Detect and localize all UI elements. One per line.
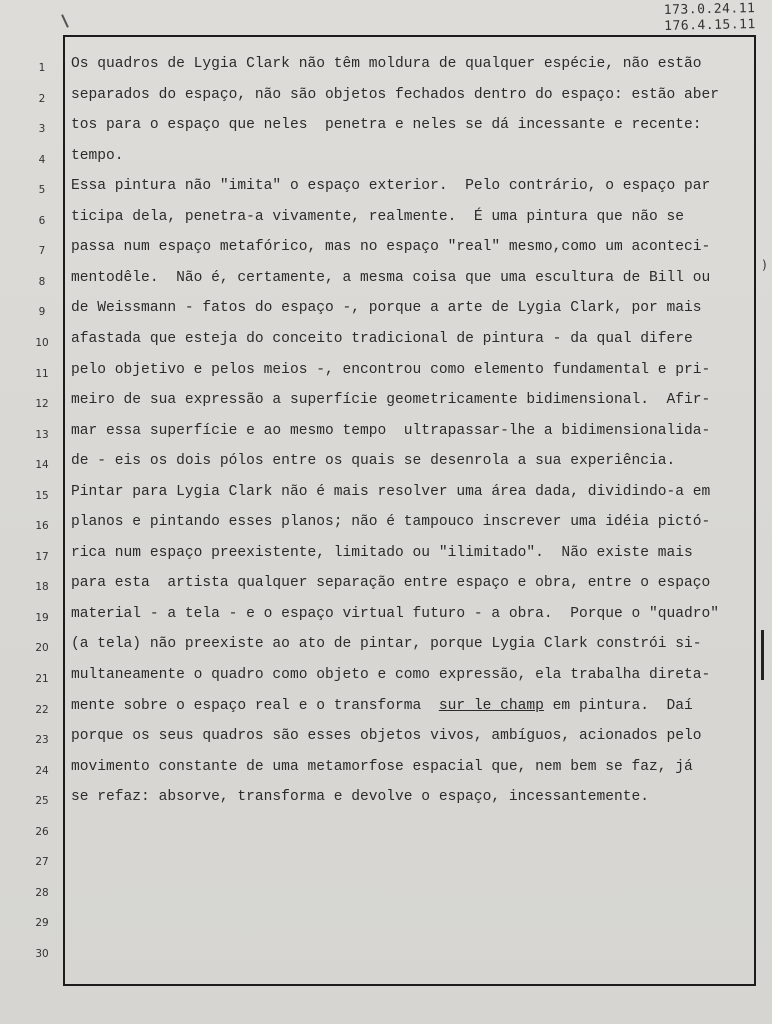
text-segment: mente sobre o espaço real e o transforma bbox=[71, 697, 439, 714]
text-line: planos e pintando esses planos; não é tampouco inscrever uma idéia pictó- bbox=[71, 514, 711, 531]
line-number: 2 bbox=[38, 92, 46, 105]
line-number: 13 bbox=[35, 428, 49, 441]
line-number: 11 bbox=[35, 367, 49, 380]
archive-reference-codes bbox=[664, 1, 756, 35]
line-number: 14 bbox=[35, 459, 49, 472]
text-line: meiro de sua expressão a superfície geometricamente bidimensional. Afir- bbox=[71, 392, 711, 409]
line-number: 15 bbox=[35, 489, 49, 502]
margin-paren-mark: ) bbox=[762, 258, 767, 272]
line-number: 20 bbox=[35, 642, 49, 655]
line-number: 28 bbox=[35, 886, 49, 899]
line-number: 3 bbox=[38, 123, 46, 136]
line-number: 9 bbox=[38, 306, 46, 319]
line-number: 6 bbox=[38, 214, 46, 227]
line-number: 24 bbox=[35, 764, 49, 777]
line-number: 8 bbox=[38, 275, 46, 288]
text-segment: em pintura. Daí bbox=[543, 697, 693, 714]
text-line: ticipa dela, penetra-a vivamente, realmente. É uma pintura que não se bbox=[71, 208, 685, 225]
text-line: multaneamente o quadro como objeto e como expressão, ela trabalha direta- bbox=[71, 667, 711, 683]
line-number: 16 bbox=[35, 520, 49, 533]
text-line: afastada que esteja do conceito tradicional de pintura - da qual difere bbox=[71, 330, 693, 347]
text-line: de - eis os dois pólos entre os quais se desenrola a sua experiência. bbox=[71, 453, 676, 470]
text-line: mentodêle. Não é, certamente, a mesma coisa que uma escultura de Bill ou bbox=[71, 269, 711, 286]
text-line: se refaz: absorve, transforma e devolve o espaço, incessantemente. bbox=[71, 789, 650, 806]
text-line: mar essa superfície e ao mesmo tempo ultrapassar-lhe a bidimensionalida- bbox=[71, 422, 711, 439]
text-line: para esta artista qualquer separação entre espaço e obra, entre o espaço bbox=[71, 575, 711, 592]
line-number: 17 bbox=[35, 550, 49, 563]
text-line: Essa pintura não "imita" o espaço exterior. Pelo contrário, o espaço par bbox=[71, 178, 711, 195]
line-number: 23 bbox=[35, 734, 49, 747]
line-number: 19 bbox=[35, 611, 49, 624]
text-line: Os quadros de Lygia Clark não têm moldura de qualquer espécie, não estão bbox=[71, 56, 702, 72]
text-line: pelo objetivo e pelos meios -, encontrou como elemento fundamental e pri- bbox=[71, 361, 711, 378]
text-line: passa num espaço metafórico, mas no espaço "real" mesmo,como um aconteci- bbox=[71, 239, 711, 256]
text-line: Pintar para Lygia Clark não é mais resolver uma área dada, dividindo-a em bbox=[71, 483, 711, 500]
line-number: 10 bbox=[35, 336, 49, 349]
line-number: 22 bbox=[35, 703, 49, 716]
line-number: 4 bbox=[38, 153, 46, 166]
line-number: 25 bbox=[35, 795, 49, 808]
text-line: material - a tela - e o espaço virtual futuro - a obra. Porque o "quadro" bbox=[71, 605, 720, 622]
line-number: 29 bbox=[35, 917, 49, 930]
line-number: 18 bbox=[35, 581, 49, 594]
text-line bbox=[71, 698, 693, 714]
text-line: de Weissmann - fatos do espaço -, porque a arte de Lygia Clark, por mais bbox=[71, 300, 702, 317]
line-number: 30 bbox=[35, 947, 49, 960]
line-number: 26 bbox=[35, 825, 49, 838]
line-number: 7 bbox=[38, 245, 46, 258]
line-number: 12 bbox=[35, 398, 49, 411]
text-line: tos para o espaço que neles penetra e neles se dá incessante e recente: bbox=[71, 117, 702, 134]
text-line: movimento constante de uma metamorfose espacial que, nem bem se faz, já bbox=[71, 758, 693, 775]
text-line: porque os seus quadros são esses objetos vivos, ambíguos, acionados pelo bbox=[71, 728, 702, 745]
text-line: tempo. bbox=[71, 147, 124, 164]
line-number: 1 bbox=[38, 62, 46, 74]
margin-bracket-mark bbox=[761, 630, 764, 680]
pencil-tick-mark bbox=[61, 14, 69, 28]
line-number: 5 bbox=[38, 184, 46, 197]
archive-ref-2: 176.4.15.11 bbox=[664, 17, 757, 34]
text-line: rica num espaço preexistente, limitado ou "ilimitado". Não existe mais bbox=[71, 544, 693, 561]
line-number: 21 bbox=[35, 673, 49, 685]
text-line: separados do espaço, não são objetos fechados dentro do espaço: estão aber bbox=[71, 86, 720, 103]
line-number: 27 bbox=[35, 856, 49, 869]
archive-ref-1: 173.0.24.11 bbox=[664, 1, 756, 18]
underlined-phrase: sur le champ bbox=[438, 697, 544, 714]
text-line: (a tela) não preexiste ao ato de pintar, porque Lygia Clark constrói si- bbox=[71, 636, 702, 653]
